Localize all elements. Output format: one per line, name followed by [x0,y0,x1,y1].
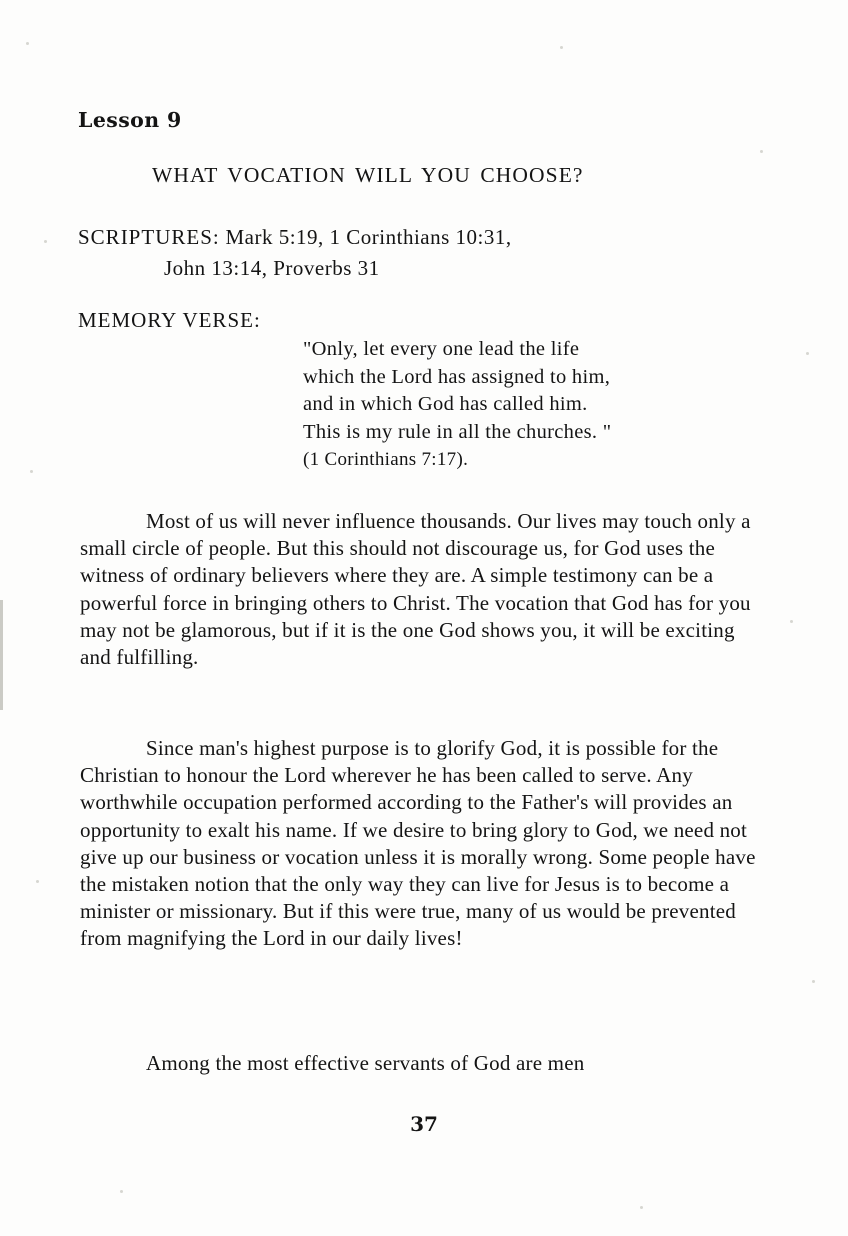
memory-verse-line-3: and in which God has called him. [303,393,588,415]
memory-verse-reference: (1 Corinthians 7:17). [303,449,469,470]
scriptures-line-1: Mark 5:19, 1 Corinthians 10:31, [225,225,512,249]
page-number: 37 [410,1112,438,1136]
paragraph-text: Among the most effective servants of God are men [146,1051,585,1075]
lesson-label: Lesson 9 [78,108,182,132]
scriptures-line-2: John 13:14, Proverbs 31 [164,256,380,280]
paragraph-text: Most of us will never influence thousands. Our lives may touch only a small circle of people. But this should not discourage us, for God uses the witness of ordinary believers where they are. A simple testimony can be a powerful force in bringing others to Christ. The vocation that God has for you may not be glamorous, but if it is the one God shows you, it will be exciting and fulfilling. [80,509,751,670]
page-title: WHAT VOCATION WILL YOU CHOOSE? [152,163,584,187]
body-paragraph-2 [80,735,760,953]
memory-verse-line-1: "Only, let every one lead the life [303,338,580,360]
body-paragraph-3 [80,1050,760,1077]
scriptures-section [78,222,512,284]
paragraph-text: Since man's highest purpose is to glorify God, it is possible for the Christian to honour the Lord wherever he has been called to serve. Any worthwhile occupation performed according to the Father's will provides an opportunity to exalt his name. If we desire to bring glory to God, we need not give up our business or vocation unless it is morally wrong. Some people have the mistaken notion that the only way they can live for Jesus is to become a minister or missionary. But if this were true, many of us would be prevented from magnifying the Lord in our daily lives! [80,736,756,951]
memory-verse-line-2: which the Lord has assigned to him, [303,365,611,388]
memory-verse-label: MEMORY VERSE: [78,308,261,332]
memory-verse-text [303,336,611,474]
scriptures-label: SCRIPTURES: [78,225,220,249]
memory-verse-line-4: This is my rule in all the churches. " [303,420,612,443]
body-paragraph-1 [80,508,760,671]
